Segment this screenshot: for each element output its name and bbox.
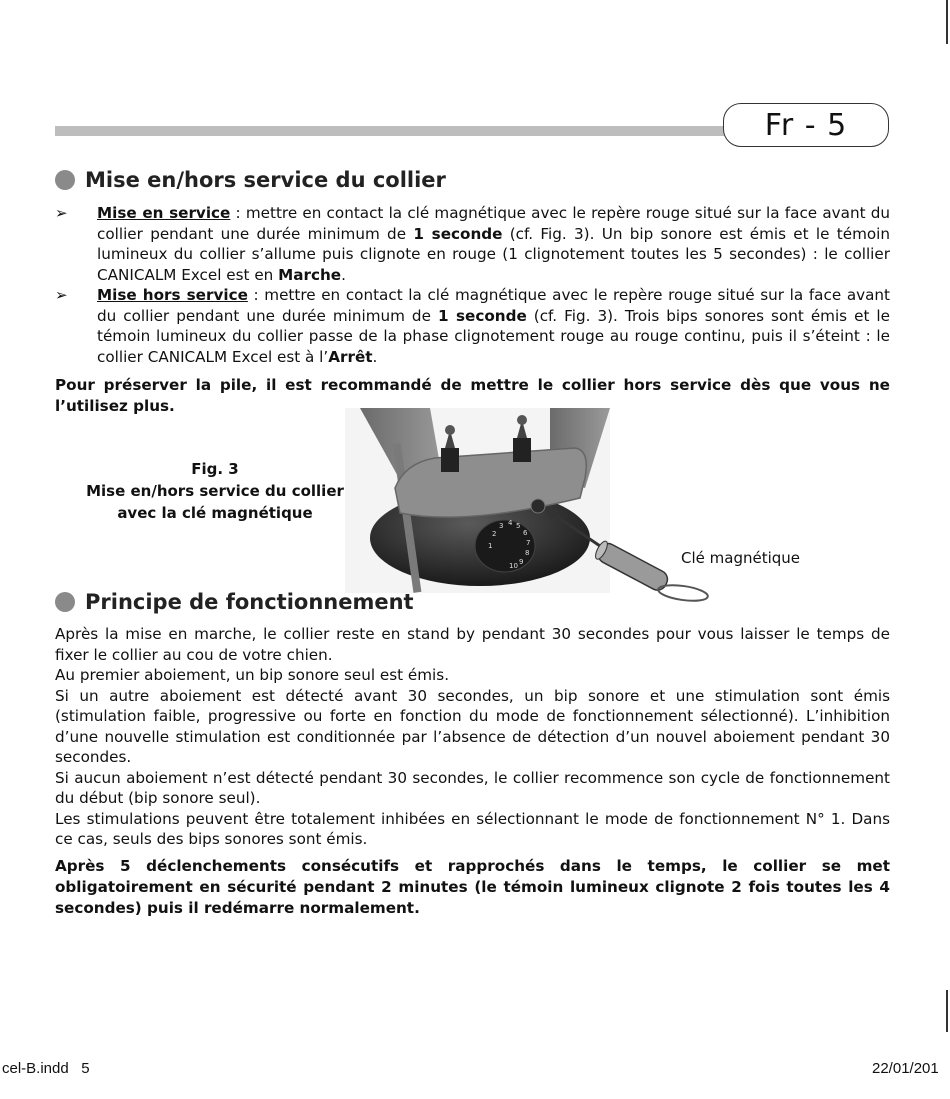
list-item-power-off: ➢ Mise hors service : mettre en contact la clé magnétique avec le repère rouge situé sur la face avant du collier pendant une durée minimum de 1 seconde (cf. Fig. 3). Trois bips sonores sont émis et le témoin lumineux du collier passe de la phase clignotement rouge au rouge continu, puis il s’éteint : le collier CANICALM Excel est à l’Arrêt. (55, 286, 891, 366)
collar-illustration (345, 408, 765, 608)
red-marker (531, 499, 545, 513)
crop-mark-top (946, 0, 948, 44)
dial-number: 9 (519, 558, 524, 566)
dial-number: 6 (523, 529, 528, 537)
arrow-bullet-icon: ➢ (55, 204, 68, 222)
dial-number: 5 (516, 522, 521, 530)
footer-date: 22/01/201 (872, 1060, 939, 1077)
paragraph: Si aucun aboiement n’est détecté pendant 30 secondes, le collier recommence son cycle de fonctionnement du début (bip sonore seul). (55, 768, 890, 807)
dial-number: 3 (499, 522, 504, 530)
page-number-badge: Fr - 5 (723, 103, 889, 147)
list-item-power-on: ➢ Mise en service : mettre en contact la clé magnétique avec le repère rouge situé sur la face avant du collier pendant une durée minimum de 1 seconde (cf. Fig. 3). Un bip sonore est émis et le témoin lumineux du collier s’allume puis clignote en rouge (1 clignotement toutes les 5 secondes) : le collier CANICALM Excel est en Marche. (55, 204, 890, 284)
section-bullet-icon (55, 170, 75, 190)
crop-mark-bottom (946, 990, 948, 1032)
paragraph: Les stimulations peuvent être totalement inhibées en sélectionnant le mode de fonctionnement N° 1. Dans ce cas, seuls des bips sonores sont émis. (55, 809, 890, 848)
dial-number: 4 (508, 519, 513, 527)
operation-text (55, 624, 890, 850)
dial-number: 10 (509, 562, 518, 570)
paragraph: Après la mise en marche, le collier reste en stand by pendant 30 secondes pour vous laisser le temps de fixer le collier au cou de votre chien. (55, 625, 890, 664)
header-bar (55, 126, 735, 136)
footer-filename: cel-B.indd 5 (2, 1060, 90, 1077)
key-ring (657, 583, 708, 604)
paragraph: Si un autre aboiement est détecté avant 30 secondes, un bip sonore et une stimulation sont émis (stimulation faible, progressive ou forte en fonction du mode de fonctionnement sélectionné). L’inhibition d’une nouvelle stimulation est conditionnée par l’absence de détection d’un nouvel aboiement pendant 30 secondes. (55, 686, 890, 766)
section-title-power: Mise en/hors service du collier (55, 168, 446, 192)
dial-number: 7 (526, 539, 531, 547)
dial-number: 8 (525, 549, 530, 557)
key-label: Clé magnétique (681, 549, 801, 567)
section-title-operation: Principe de fonctionnement (55, 590, 414, 614)
figure-caption: Fig. 3 Mise en/hors service du collier avec la clé magnétique (86, 460, 344, 522)
battery-note: Pour préserver la pile, il est recommandé de mettre le collier hors service dès que vous ne l’utilisez plus. (55, 376, 890, 415)
arrow-bullet-icon: ➢ (55, 286, 68, 304)
dial-number: 2 (492, 530, 497, 538)
safety-note: Après 5 déclenchements consécutifs et rapprochés dans le temps, le collier se met obligatoirement en sécurité pendant 2 minutes (le témoin lumineux clignote 2 fois toutes les 4 secondes) puis il redémarre normalement. (55, 857, 890, 917)
dial-number: 1 (488, 542, 493, 550)
paragraph: Au premier aboiement, un bip sonore seul est émis. (55, 666, 450, 684)
section-bullet-icon (55, 592, 75, 612)
